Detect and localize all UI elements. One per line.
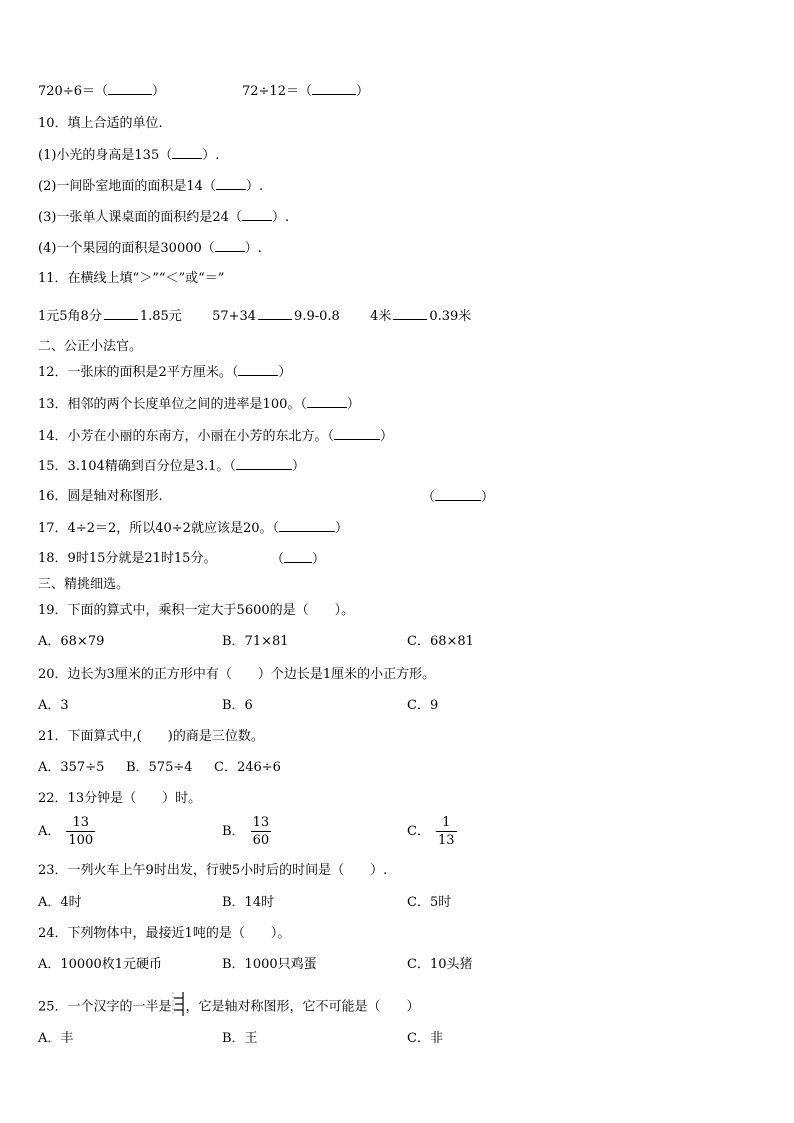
q10-item-4-end: ）.: [244, 241, 262, 256]
q16-answer: [422, 488, 494, 507]
q17-text: 17．4÷2＝2，所以40÷2就应该是20。（: [38, 521, 279, 536]
q20-stem: 20．边长为3厘米的正方形中有（ ）个边长是1厘米的小正方形。: [38, 667, 436, 682]
q9-b-end: ）: [355, 84, 369, 99]
q25-option-b[interactable]: B．王: [222, 1031, 258, 1046]
q19-option-c[interactable]: C．68×81: [407, 634, 474, 649]
q14-blank[interactable]: [334, 427, 380, 440]
q22-c-numerator: 1: [442, 815, 451, 830]
q17-end: ）: [335, 521, 349, 536]
q10-item-2-blank[interactable]: [216, 177, 246, 190]
q10-item-4: [38, 239, 262, 258]
q24-option-c[interactable]: C．10头猪: [407, 957, 473, 972]
q10-item-4-text: (4)一个果园的面积是30000（: [38, 241, 215, 256]
half-character-image: [172, 991, 186, 1023]
q21-option-c[interactable]: C．246÷6: [214, 760, 281, 775]
q11-p1-left: 1元5角8分: [38, 309, 102, 324]
q12-line: [38, 363, 291, 382]
q10-item-1: [38, 146, 219, 165]
q25-option-a[interactable]: A．丰: [38, 1031, 74, 1046]
q12-blank[interactable]: [238, 363, 278, 376]
q14-line: [38, 427, 393, 446]
q24-option-b[interactable]: B．1000只鸡蛋: [222, 957, 317, 972]
q9-a-end: ）: [151, 84, 165, 99]
q10-item-3: [38, 208, 289, 227]
q22-a-denominator: 100: [68, 833, 94, 848]
q20-option-b[interactable]: B．6: [222, 698, 253, 713]
q13-blank[interactable]: [307, 395, 347, 408]
q23-option-c[interactable]: C．5时: [407, 895, 452, 910]
q23-stem: 23．一列火车上午9时出发，行驶5小时后的时间是（ ）.: [38, 863, 388, 878]
q20-option-c[interactable]: C．9: [407, 698, 439, 713]
q9-b-line: [242, 82, 369, 101]
q22-a-numerator: 13: [72, 815, 90, 830]
q11-p3-blank[interactable]: [393, 307, 427, 320]
q11-p2-blank[interactable]: [258, 307, 292, 320]
q21-option-a[interactable]: A．357÷5: [38, 760, 105, 775]
q22-option-b-label: B．: [222, 824, 245, 839]
q22-option-c[interactable]: [407, 815, 457, 848]
q25-stem-start: 25．一个汉字的一半是: [38, 999, 172, 1015]
q25-option-c[interactable]: C．非: [407, 1031, 443, 1046]
q23-option-b[interactable]: B．14时: [222, 895, 275, 910]
q15-line: [38, 457, 305, 476]
q12-end: ）: [278, 365, 292, 380]
q9-b-blank[interactable]: [312, 82, 356, 95]
section-3-heading: 三、精挑细选。: [38, 577, 130, 592]
q22-option-a-label: A．: [38, 824, 61, 839]
q10-item-2: [38, 177, 263, 196]
q22-b-denominator: 60: [252, 833, 270, 848]
q14-end: ）: [380, 429, 394, 444]
q19-option-a[interactable]: A．68×79: [38, 634, 105, 649]
q10-item-3-end: ）.: [271, 210, 290, 225]
q10-item-3-text: (3)一张单人课桌面的面积约是24（: [38, 210, 242, 225]
q21-option-b[interactable]: B．575÷4: [126, 760, 193, 775]
q25-stem: [38, 991, 420, 1023]
q16-blank[interactable]: [435, 488, 481, 501]
q25-stem-end: ，它是轴对称图形，它不可能是（ ）: [185, 999, 420, 1015]
q10-item-3-blank[interactable]: [242, 208, 272, 221]
q11-title: 11．在横线上填“＞”“＜”或“＝”: [38, 271, 225, 286]
q10-item-2-text: (2)一间卧室地面的面积是14（: [38, 179, 216, 194]
q21-stem: 21．下面算式中,( )的商是三位数。: [38, 729, 264, 744]
q14-text: 14．小芳在小丽的东南方，小丽在小芳的东北方。（: [38, 429, 335, 444]
q22-stem: 22．13分钟是（ ）时。: [38, 791, 202, 806]
q9-line: [38, 82, 165, 101]
q24-stem: 24．下列物体中，最接近1吨的是（ ）。: [38, 926, 291, 941]
q11-p3-right: 0.39米: [429, 309, 472, 324]
q22-option-b[interactable]: [222, 815, 271, 848]
q16-line: [38, 488, 163, 506]
q10-item-1-end: ）.: [202, 148, 220, 163]
q10-title: 10．填上合适的单位.: [38, 116, 163, 131]
q18-line: [38, 550, 216, 568]
q13-line: [38, 395, 360, 414]
q15-end: ）: [291, 459, 305, 474]
q19-stem: 19．下面的算式中，乘积一定大于5600的是（ ）。: [38, 603, 355, 618]
q9-b-text: 72÷12＝（: [242, 84, 312, 99]
q18-answer: [271, 550, 325, 569]
q22-option-c-label: C．: [407, 824, 430, 839]
q22-option-c-fraction: [436, 815, 457, 848]
q11-p2-right: 9.9-0.8: [294, 309, 340, 324]
q22-option-a-fraction: [66, 815, 95, 848]
q16-text: 16．圆是轴对称图形.: [38, 489, 163, 504]
q18-text: 18．9时15分就是21时15分。: [38, 551, 217, 566]
q12-text: 12．一张床的面积是2平方厘米。（: [38, 365, 239, 380]
q24-option-a[interactable]: A．10000枚1元硬币: [38, 957, 163, 972]
q11-p1-right: 1.85元: [139, 309, 182, 324]
q11-p2-left: 57+34: [212, 309, 257, 324]
q18-blank[interactable]: [284, 550, 312, 563]
q17-line: [38, 519, 348, 538]
q9-a-text: 720÷6＝（: [38, 84, 108, 99]
q17-blank[interactable]: [279, 519, 335, 532]
q16-end: ）: [481, 490, 495, 505]
q10-item-2-end: ）.: [245, 179, 264, 194]
q18-end: ）: [312, 552, 326, 567]
q22-c-denominator: 13: [437, 833, 455, 848]
q11-p3-left: 4米: [370, 309, 392, 324]
q20-option-a[interactable]: A．3: [38, 698, 69, 713]
q15-text: 15．3.104精确到百分位是3.1。（: [38, 459, 236, 474]
q15-blank[interactable]: [236, 457, 292, 470]
q19-option-b[interactable]: B．71×81: [222, 634, 289, 649]
q13-end: ）: [346, 397, 360, 412]
q23-option-a[interactable]: A．4时: [38, 895, 82, 910]
q22-option-b-fraction: [251, 815, 272, 848]
q10-item-1-text: (1)小光的身高是135（: [38, 148, 173, 163]
q9-a-blank[interactable]: [108, 82, 152, 95]
q10-item-1-blank[interactable]: [172, 146, 202, 159]
q18-open-paren: （: [271, 552, 285, 567]
q22-b-numerator: 13: [252, 815, 270, 830]
q16-open-paren: （: [422, 490, 436, 505]
q11-row: [38, 307, 471, 326]
q10-item-4-blank[interactable]: [215, 239, 245, 252]
section-2-heading: 二、公正小法官。: [38, 339, 143, 354]
q13-text: 13．相邻的两个长度单位之间的进率是100。（: [38, 397, 307, 412]
q22-option-a[interactable]: [38, 815, 95, 848]
q11-p1-blank[interactable]: [104, 307, 138, 320]
